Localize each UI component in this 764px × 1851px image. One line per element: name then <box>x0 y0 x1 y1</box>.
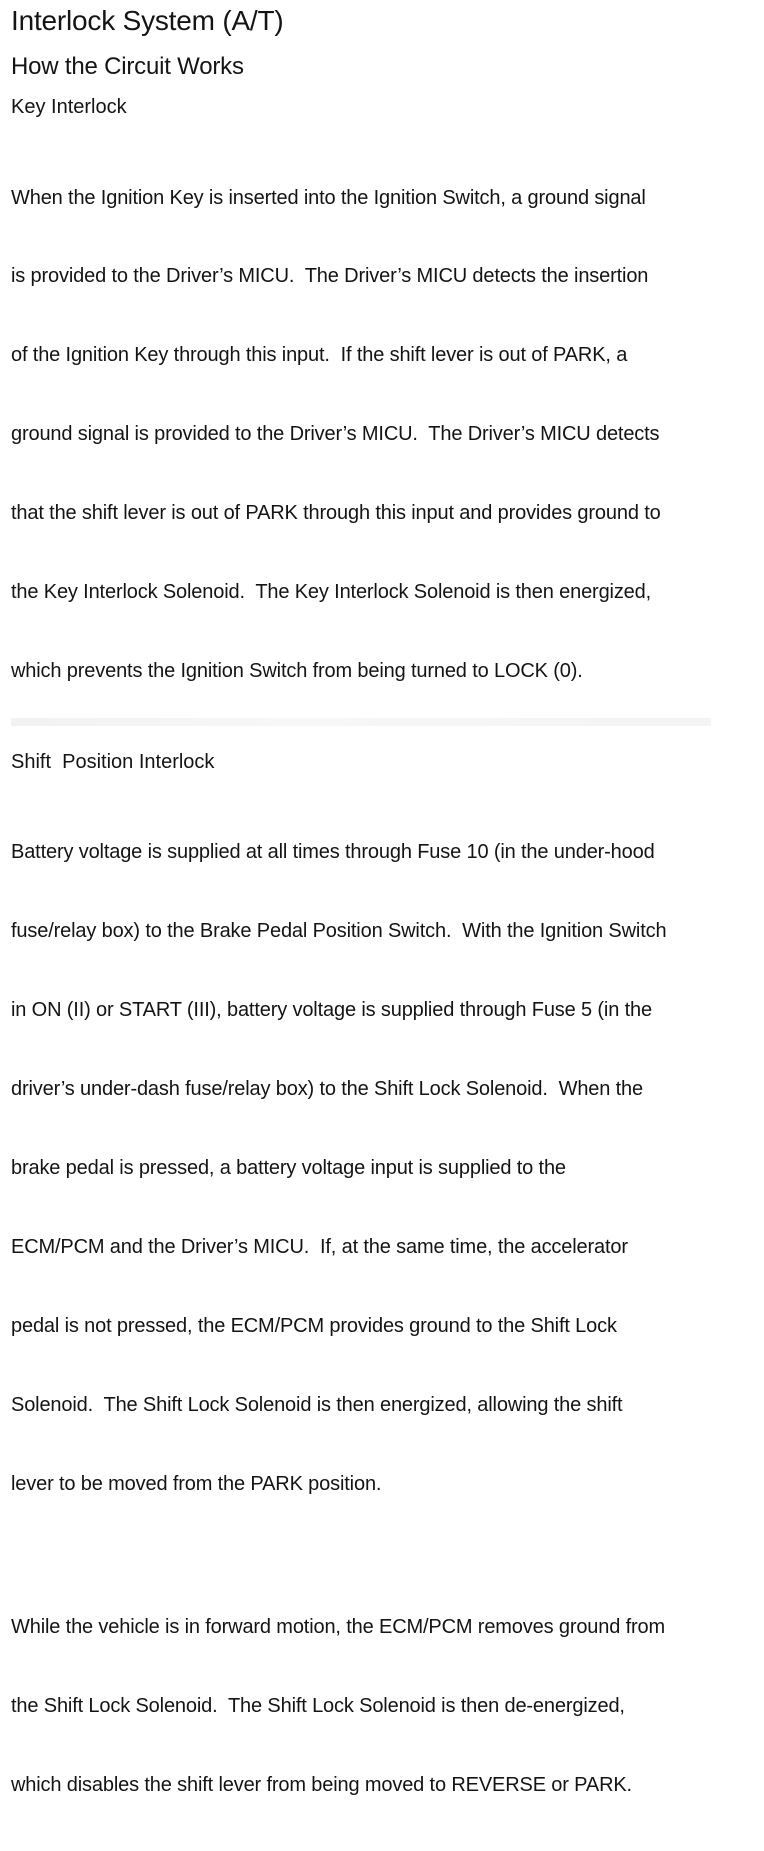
text-line: Solenoid. The Shift Lock Solenoid is then energized, allowing the shift <box>11 1393 623 1416</box>
text-line: While the vehicle is in forward motion, the ECM/PCM removes ground from <box>11 1616 666 1639</box>
paragraph-forward-motion <box>11 1561 759 1850</box>
cut-off-text-row <box>11 718 711 726</box>
text-line: the Key Interlock Solenoid. The Key Interlock Solenoid is then energized, <box>11 581 652 604</box>
section-shift-position-interlock <box>11 749 759 1851</box>
section-heading-key-interlock: Key Interlock <box>11 96 127 118</box>
paragraph-shift-position-interlock <box>11 787 759 1550</box>
text-line: driver’s under-dash fuse/relay box) to the Shift Lock Solenoid. When the <box>11 1078 643 1101</box>
text-line: that the shift lever is out of PARK through this input and provides ground to <box>11 502 661 525</box>
text-line: in ON (II) or START (III), battery voltage is supplied through Fuse 5 (in the <box>11 999 652 1022</box>
text-line: which disables the shift lever from being moved to REVERSE or PARK. <box>11 1773 632 1796</box>
page-subtitle: How the Circuit Works <box>11 53 244 80</box>
text-line: ground signal is provided to the Driver’s MICU. The Driver’s MICU detects <box>11 423 660 446</box>
section-key-interlock <box>11 94 759 737</box>
text-line: ECM/PCM and the Driver’s MICU. If, at the same time, the accelerator <box>11 1235 628 1258</box>
text-line: fuse/relay box) to the Brake Pedal Position Switch. With the Ignition Switch <box>11 920 667 943</box>
page-title: Interlock System (A/T) <box>11 5 284 36</box>
text-line: When the Ignition Key is inserted into the Ignition Switch, a ground signal <box>11 186 646 209</box>
text-line: is provided to the Driver’s MICU. The Driver’s MICU detects the insertion <box>11 265 649 288</box>
text-line: Battery voltage is supplied at all times through Fuse 10 (in the under-hood <box>11 841 655 864</box>
text-line: lever to be moved from the PARK position. <box>11 1472 382 1495</box>
text-line: of the Ignition Key through this input. If the shift lever is out of PARK, a <box>11 344 628 367</box>
text-line: brake pedal is pressed, a battery voltage input is supplied to the <box>11 1156 566 1179</box>
text-line: the Shift Lock Solenoid. The Shift Lock Solenoid is then de-energized, <box>11 1694 625 1717</box>
text-line: which prevents the Ignition Switch from being turned to LOCK (0). <box>11 659 583 682</box>
document-page <box>11 0 759 1851</box>
text-line: pedal is not pressed, the ECM/PCM provides ground to the Shift Lock <box>11 1314 617 1337</box>
section-heading-shift-position-interlock: Shift Position Interlock <box>11 750 215 773</box>
paragraph-key-interlock <box>11 132 759 737</box>
